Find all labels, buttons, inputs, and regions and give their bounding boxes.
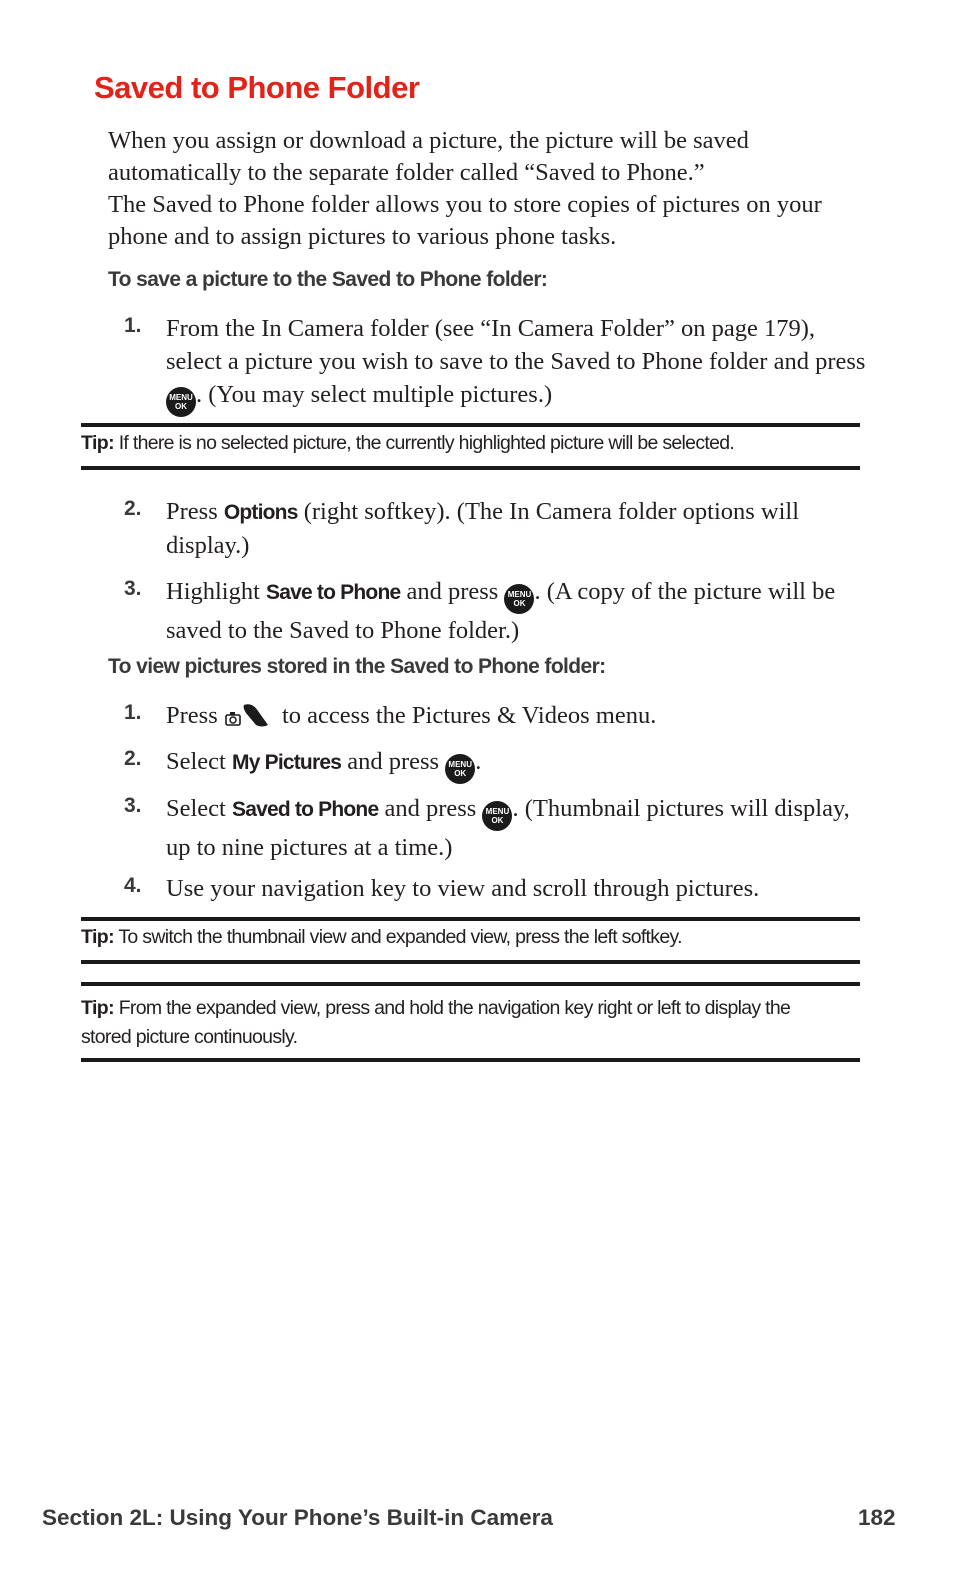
tip-rule-bottom [81,960,860,964]
step-text-part: and press [347,748,440,775]
tip-text: From the expanded view, press and hold the navigation key right or left to display the stored picture continuously. [81,997,791,1048]
tip-label: Tip: [81,997,114,1019]
menu-ok-key-icon: MENU OK [504,584,534,614]
step-number: 3. [124,794,142,817]
tip-2 [81,923,871,952]
tip-text: If there is no selected picture, the currently highlighted picture will be selected. [118,432,735,454]
step-text [166,792,866,864]
tip-label: Tip: [81,926,114,948]
step-text [166,699,866,732]
tip-rule-top [81,423,860,427]
step-text-part: . (A copy of the picture will be saved to the Saved to Phone folder.) [166,578,836,644]
step-text-part: and press [406,578,499,605]
menu-ok-key-icon: MENU OK [482,801,512,831]
step-text-part: Press [166,498,218,525]
tip-rule-top [81,982,860,986]
tip-rule-bottom [81,466,860,470]
footer-section-title: Section 2L: Using Your Phone’s Built-in Camera [42,1505,553,1530]
tip-rule-bottom [81,1058,860,1062]
intro-paragraph-2: The Saved to Phone folder allows you to store copies of pictures on your phone and to assign pictures to various phone tasks. [108,191,822,250]
tip-text: To switch the thumbnail view and expanded view, press the left softkey. [118,926,682,948]
menu-ok-key-icon: MENU OK [166,387,196,417]
page-title: Saved to Phone Folder [94,70,420,105]
view-section-heading: To view pictures stored in the Saved to Phone folder: [108,655,606,678]
step-text-part: . (You may select multiple pictures.) [196,381,553,408]
step-number: 3. [124,577,142,600]
menu-ok-key-icon: MENU OK [445,754,475,784]
step-text: Use your navigation key to view and scroll through pictures. [166,875,760,902]
step-text-part: Select [166,795,226,822]
step-text [166,495,866,562]
step-number: 2. [124,497,142,520]
step-text-part: Select [166,748,226,775]
save-to-phone-label: Save to Phone [266,581,401,604]
step-text [166,312,866,417]
step-text-part: . (Thumbnail pictures will display, up to nine pictures at a time.) [166,795,850,861]
saved-to-phone-label: Saved to Phone [232,798,379,821]
step-text-part: Highlight [166,578,260,605]
tip-1 [81,429,871,458]
step-text-part: and press [384,795,477,822]
step-text [166,575,866,647]
step-number: 2. [124,747,142,770]
step-text-part: to access the Pictures & Videos menu. [281,702,657,729]
camera-key-icon [224,699,276,729]
my-pictures-label: My Pictures [232,751,342,774]
step-number: 4. [124,874,142,897]
tip-rule-top [81,917,860,921]
step-text [166,745,866,784]
tip-3 [81,994,841,1052]
intro-paragraph-1: When you assign or download a picture, the picture will be saved automatically to the separate folder called “Saved to Phone.” [108,127,749,186]
step-text-part: (right softkey). (The In Camera folder options will display.) [166,498,800,559]
save-section-heading: To save a picture to the Saved to Phone folder: [108,268,548,291]
page-number: 182 [858,1505,896,1530]
tip-label: Tip: [81,432,114,454]
step-number: 1. [124,701,142,724]
options-softkey-label: Options [223,501,298,524]
step-text-part: . [475,748,482,775]
step-text-part: From the In Camera folder (see “In Camera Folder” on page 179), select a picture you wish to save to the Saved to Phone folder and press [166,315,866,375]
step-text-part: Press [166,702,218,729]
step-number: 1. [124,314,142,337]
